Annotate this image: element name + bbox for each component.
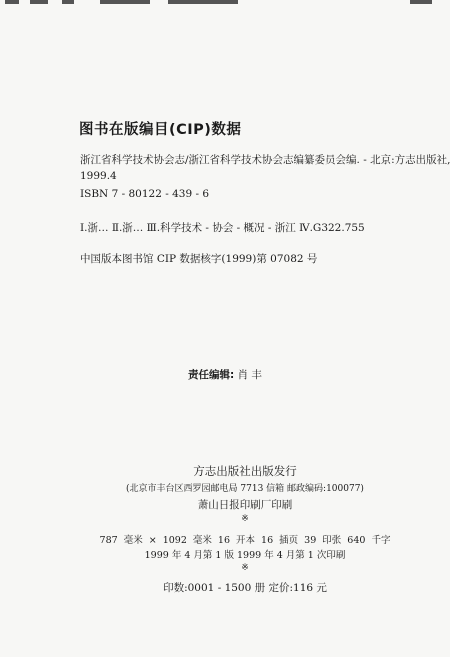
isbn-line: ISBN 7 - 80122 - 439 - 6 <box>80 188 210 200</box>
cip-bibliographic-line: 浙江省科学技术协会志/浙江省科学技术协会志编纂委员会编. - 北京:方志出版社, <box>80 154 450 166</box>
responsible-editor <box>0 367 450 382</box>
publisher-line: 方志出版社出版发行 <box>193 464 297 478</box>
printer-line: 萧山日报印刷厂印刷 <box>197 499 293 511</box>
separator-mark: ※ <box>241 514 249 524</box>
classification-line: Ⅰ.浙… Ⅱ.浙… Ⅲ.科学技术 - 协会 - 概况 - 浙江 Ⅳ.G322.755 <box>80 222 365 234</box>
print-run-price-line: 印数:0001 - 1500 册 定价:116 元 <box>163 582 327 594</box>
editor-label: 责任编辑: <box>188 369 235 381</box>
cip-number-line: 中国版本图书馆 CIP 数据核字(1999)第 07082 号 <box>80 253 318 265</box>
edition-line: 1999 年 4 月第 1 版 1999 年 4 月第 1 次印刷 <box>144 550 346 561</box>
editor-name: 肖 丰 <box>237 369 262 381</box>
cip-date-line: 1999.4 <box>80 170 117 182</box>
cip-heading: 图书在版编目(CIP)数据 <box>79 122 242 138</box>
scan-edge-marks <box>0 0 450 5</box>
publisher-address: (北京市丰台区西罗园邮电局 7713 信箱 邮政编码:100077) <box>126 484 364 494</box>
separator-mark: ※ <box>241 563 249 573</box>
specs-line: 787 毫米 × 1092 毫米 16 开本 16 插页 39 印张 640 千字 <box>99 535 391 546</box>
